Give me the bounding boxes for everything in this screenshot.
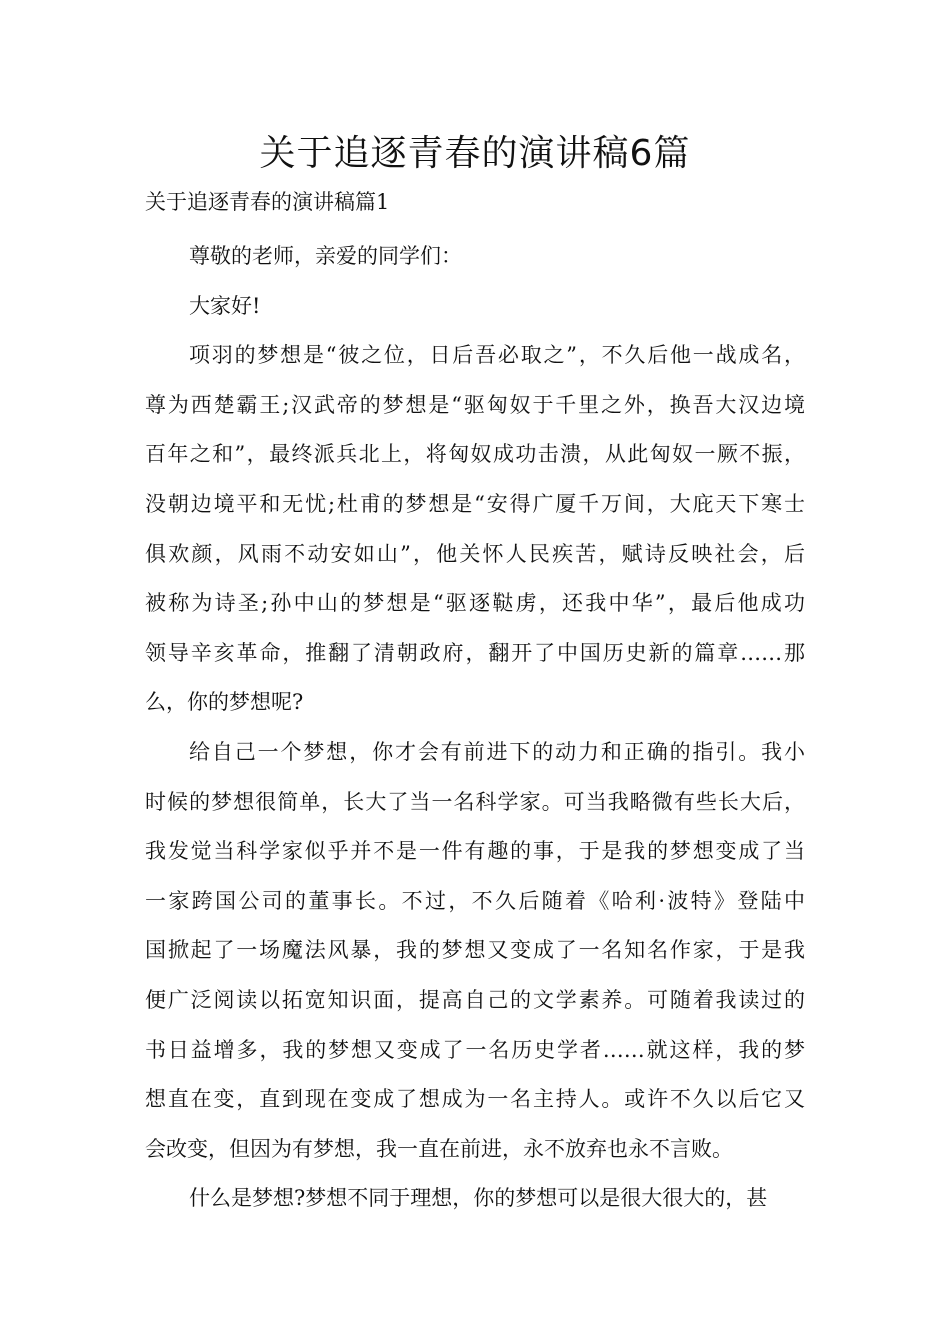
text-line: 我发觉当科学家似乎并不是一件有趣的事，于是我的梦想变成了当 (145, 839, 805, 864)
paragraph-my-dreams (145, 728, 805, 1174)
text-line: 么，你的梦想呢? (145, 690, 304, 715)
section-heading: 关于追逐青春的演讲稿篇1 (145, 190, 390, 214)
document-body (145, 232, 805, 1224)
text-line: 国掀起了一场魔法风暴，我的梦想又变成了一名知名作家，于是我 (145, 938, 805, 963)
text-line: 一家跨国公司的董事长。不过，不久后随着《哈利·波特》登陆中 (145, 888, 805, 913)
hello-paragraph: 大家好! (189, 293, 261, 318)
text-line: 俱欢颜，风雨不动安如山”，他关怀人民疾苦，赋诗反映社会，后 (145, 541, 805, 566)
paragraph-dreams-history (145, 331, 805, 728)
text-line: 会改变，但因为有梦想，我一直在前进，永不放弃也永不言败。 (145, 1136, 733, 1161)
text-line: 尊为西楚霸王;汉武帝的梦想是“驱匈奴于千里之外，换吾大汉边境 (145, 392, 805, 417)
greeting-paragraph: 尊敬的老师，亲爱的同学们： (189, 244, 462, 268)
paragraph-what-is-dream (145, 1174, 805, 1224)
text-line: 时候的梦想很简单，长大了当一名科学家。可当我略微有些长大后， (145, 789, 805, 814)
text-line: 什么是梦想?梦想不同于理想，你的梦想可以是很大很大的，甚 (189, 1186, 768, 1211)
text-line: 便广泛阅读以拓宽知识面，提高自己的文学素养。可随着我读过的 (145, 987, 805, 1012)
text-line: 给自己一个梦想，你才会有前进下的动力和正确的指引。我小 (189, 739, 805, 764)
text-line: 想直在变，直到现在变成了想成为一名主持人。或许不久以后它又 (145, 1087, 805, 1112)
text-line: 书日益增多，我的梦想又变成了一名历史学者……就这样，我的梦 (145, 1037, 805, 1062)
text-line: 领导辛亥革命，推翻了清朝政府，翻开了中国历史新的篇章……那 (145, 640, 805, 665)
text-line: 被称为诗圣;孙中山的梦想是“驱逐鞑虏，还我中华”，最后他成功 (145, 591, 805, 616)
text-line: 没朝边境平和无忧;杜甫的梦想是“安得广厦千万间，大庇天下寒士 (145, 491, 805, 516)
document-title: 关于追逐青春的演讲稿6篇 (259, 133, 691, 174)
text-line: 百年之和”，最终派兵北上，将匈奴成功击溃，从此匈奴一厥不振， (145, 442, 805, 467)
text-line: 项羽的梦想是“彼之位，日后吾必取之”，不久后他一战成名， (189, 343, 805, 368)
